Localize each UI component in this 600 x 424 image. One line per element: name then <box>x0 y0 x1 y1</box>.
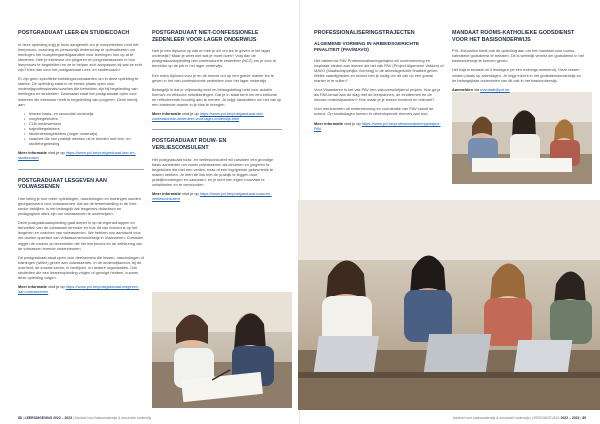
more-info <box>314 121 444 131</box>
more-info <box>152 191 282 201</box>
paragraph: Dit postgraduaat staat open voor deelnemers die lessen, nascholingen of trainingen (willen) geven aan volwassenen, in de onderwijssector, bij de overheid, de sociale sector, in bedrijven, en andere organisaties. Ook studenten die een lerarenopleiding volgen of gevolgd hebben, kunnen deze opleiding volgen. <box>18 254 144 281</box>
more-info <box>18 284 144 294</box>
photo-right-bottom <box>298 200 600 410</box>
list-item: • trajectbegeleiders <box>24 126 144 131</box>
section-title: MANDAAT ROOMS-KATHOLIEKE GODSDIENST VOOR HET BASISONDERWIJS <box>452 30 575 43</box>
more-info-label: Meer informatie <box>152 191 181 197</box>
footer-text: Aanbod voor basisonderwijs & secundair onderwijs <box>74 416 152 420</box>
more-info-text: vind je op <box>46 150 66 156</box>
paragraph: PXL-Education biedt ook de opleiding aan om het mandaat voor rooms-katholieke godsdienst te behalen. Dit is wettelijk vereist om godsdienst in het basisonderwijs te kunnen geven. <box>452 48 584 64</box>
more-info-text: via <box>472 86 481 92</box>
paragraph: Hoe beleg je hoe meer opleidingen, nascholingen en trainingen worden georganiseerd voor volwassenen. Als we de tewerkstelling in de hele sector bekijken, is het belangrijk dat lesgevers didactisch en pedagogisch sterk zijn om volwassenen te onderwijzen. <box>18 195 141 217</box>
paragraph: Deze postgraduaatopleiding gaat dieper in op de eigenschappen en behoeften van de volwassen lerender en hoe dit van invloed is op het lesgeven en coachen van volwassenen. We hebben ook aandacht voor het doelen opzetten van volwassenenonderwijs in Vlaanderen. Cursisten leggen de nadruk op technieken die het leerproces en de zelfsturing van de volwassen lerende ondersteunen. <box>18 220 144 251</box>
more-info-text: vind je op <box>180 111 200 117</box>
more-info-label: Aanmelden <box>452 86 473 92</box>
more-info-label: Meer informatie <box>152 111 181 117</box>
photo-right-top <box>452 92 592 184</box>
page-footer: 88 | LEEROMGEVING 2022 – 2023 | Aanbod voor basisonderwijs & secundair onderwijs <box>18 416 152 420</box>
divider <box>18 169 144 170</box>
students-working-illustration <box>298 200 600 410</box>
paragraph: Voor leerkrachten uit ondersteuning en coördinatie van PAV vanuit de school. Op studiedagen komen er uiteenlopende thema's aan bod. <box>314 106 434 117</box>
list-item: • zorg/begeleiders <box>24 116 144 121</box>
left-column-2 <box>152 30 282 205</box>
more-info <box>18 150 144 160</box>
paragraph: Voor Vlaanderen is het vak PAV een vakoverschrijdend project. Hoe ga je als PAV-leraar aan de slag met de leerplannen, de eindtermen en de nieuwe onderwijsdoelen? Hoe maak je je lessen boeiend en relevant? <box>314 87 441 103</box>
more-info-text: vind je op <box>180 191 200 197</box>
section-title: POSTGRADUAAT LEER-EN STUDIECOACH <box>18 30 130 36</box>
more-info-link[interactable]: https://www.pxl.be/professionaliseringstraject-PAV <box>314 120 441 131</box>
section-title: POSTGRADUAAT LESGEVEN AAN VOLWASSENEN <box>18 177 107 191</box>
more-info-text: vind je op <box>342 120 362 126</box>
section-title: POSTGRADUAAT ROUW- EN VERLIESCONSULENT <box>152 138 227 151</box>
list-item: • leraren basis- en secundair onderwijs <box>24 111 144 116</box>
paragraph: In deze opleiding krijg je tools aangereikt om je competenties rond het leerproces, coaching en persoonlijk leiderschap te optimaliseren om leerlingen het buurpleegwerk/gaandeel voor leerlingen hun op af te stemmen. Heb je interesse om jongeren en jongvolwassenen in hun leerproces te begeleiden en ze te helpen zich aanpassen bij wat ze echt zijn? Kies dan voor het postgraduaat Leer- en studiecoach! <box>18 41 143 73</box>
list-item: • CLB-medewerkers <box>24 121 144 126</box>
paragraph: Belangrijk is dat je vrijmoedig bent en belangstelling hebt voor actuele thema's en ethische ontwikkelingen. Dat je in staat bent om een kritische en reflecterende houding aan te nemen. Je krijgt handvatten om het vak op een boeiende manier in je klas te brengen. <box>152 86 282 108</box>
more-info-link[interactable]: mandaat@pxl.be <box>480 86 510 92</box>
footer-text: Aanbod voor basisonderwijs & secundair onderwijs | LEEROMGEVING <box>452 416 560 420</box>
paragraph: Heb je een diploma op zak en heb je zin om les te geven in het lager onderwijs? Maar je weet niet wat je moet doen? Volg dan de postgraduaatopleiding niet-confessionele zedenleer (NCZ) om je voor te bereiden op de job in het lager onderwijs. <box>152 48 277 69</box>
page-number: 89 <box>582 416 586 420</box>
paragraph: Het postgraduaat rouw- en verliesconsulent wil cursisten een grondige basis aanbieden om zowel volwassenen als kinderen en jongeren te begeleiden die met een verlies, rouw of een ingrijpende gebeurtenis te maken hebben. Je leert de link met de praktijk te leggen door praktijkervaringen en casussen, en je leert een eigen rouwvisie te ontwikkelen en te verwoorden. <box>152 156 274 187</box>
more-info-link[interactable]: https://www.pxl.be/postgraduaat-niet-confessionele-zedenleer-voor-lager-onderwijs.html <box>152 111 264 122</box>
more-info-label: Meer informatie <box>314 120 343 126</box>
more-info-link[interactable]: https://www.pxl.be/postgraduaat-leer-en-studiecoach <box>18 150 136 161</box>
divider <box>152 129 282 130</box>
list-item: • studentenbegeleiders (hoger onderwijs) <box>24 131 144 136</box>
more-info <box>152 111 282 121</box>
paragraph: Het vakkennis PAV Professionaliseringstraject wil ondersteuning en inspiratie bieden aan leraren die het vak PAV (Project Algemene Vakken) of MAVO (Maatschappelijke Vorming) in de arbeidsgerichte finaliteit geven. Welke vaardigheden en kennis heb je nodig om dit vak op een goede manier in te vullen? <box>314 57 444 83</box>
page-number: 88 <box>18 416 22 420</box>
paragraph: Een extra diploma voor je en de kennis om op een goede manier les te geven in het niet-confessionele zedenleer voor het lager onderwijs. <box>152 72 274 83</box>
page-footer: Aanbod voor basisonderwijs & secundair onderwijs | LEEROMGEVING 2022 – 2023 | 89 <box>452 416 586 420</box>
list-item: • coaches die hun praktijk wensen uit te breiden met leer- en studiebegeleiding <box>24 136 144 146</box>
right-page <box>300 0 600 424</box>
audience-list <box>18 111 144 147</box>
footer-years: 2022 – 2023 <box>560 416 580 420</box>
left-column-1 <box>18 30 144 298</box>
section-title: PROFESSIONALISERINGSTRAJECTEN <box>314 30 415 36</box>
more-info-label: Meer informatie <box>18 284 47 290</box>
paragraph: Er zijn geen specifieke toelatingsvoorwaarden om in deze opleiding te starten. De opleiding staat in de eerste plaats open voor onderwijsprofessionals/coaches die betrokken zijn bij begeleiding van leerlingen en studenten. Daarnaast staat het postgraduaat open voor iedereen die interesse heeft in begeleiding van jongeren. Denk hierbij aan: <box>18 76 139 107</box>
more-info <box>452 87 586 92</box>
more-info-text: vind je op <box>46 284 66 290</box>
section-title: POSTGRADUAAT NIET-CONFESSIONELE ZEDENLEER VOOR LAGER ONDERWIJS <box>152 30 259 43</box>
subsection-title: ALGEMENE VORMING IN ARBEIDSGERICHTE FINALITEIT (PAV/MAVO) <box>314 41 420 53</box>
footer-label: LEEROMGEVING <box>24 416 53 420</box>
classroom-students-illustration <box>152 292 292 408</box>
more-info-label: Meer informatie <box>18 150 47 156</box>
right-column-1 <box>314 30 444 135</box>
paragraph: Het traject bestaat uit 3 lesdagen (of een trainings-weekend). Deze lessen vinden plaats op zaterdagen. Je krijgt inzicht in het godsdienstonderwijs en de belangrijkste onderdelen van dit vak in het basisonderwijs. <box>452 67 581 83</box>
right-column-2 <box>452 30 586 96</box>
classroom-lecture-illustration <box>452 92 592 184</box>
more-info-link[interactable]: https://www.pxl.be/postgraduaat-lesgeven-aan-volwassenen <box>18 284 140 295</box>
more-info-link[interactable]: https://www.pxl.be/postgraduaat-rouw-en-verliesconsulent <box>152 191 272 202</box>
footer-years: 2022 – 2023 <box>53 416 73 420</box>
photo-left-students <box>152 292 292 408</box>
